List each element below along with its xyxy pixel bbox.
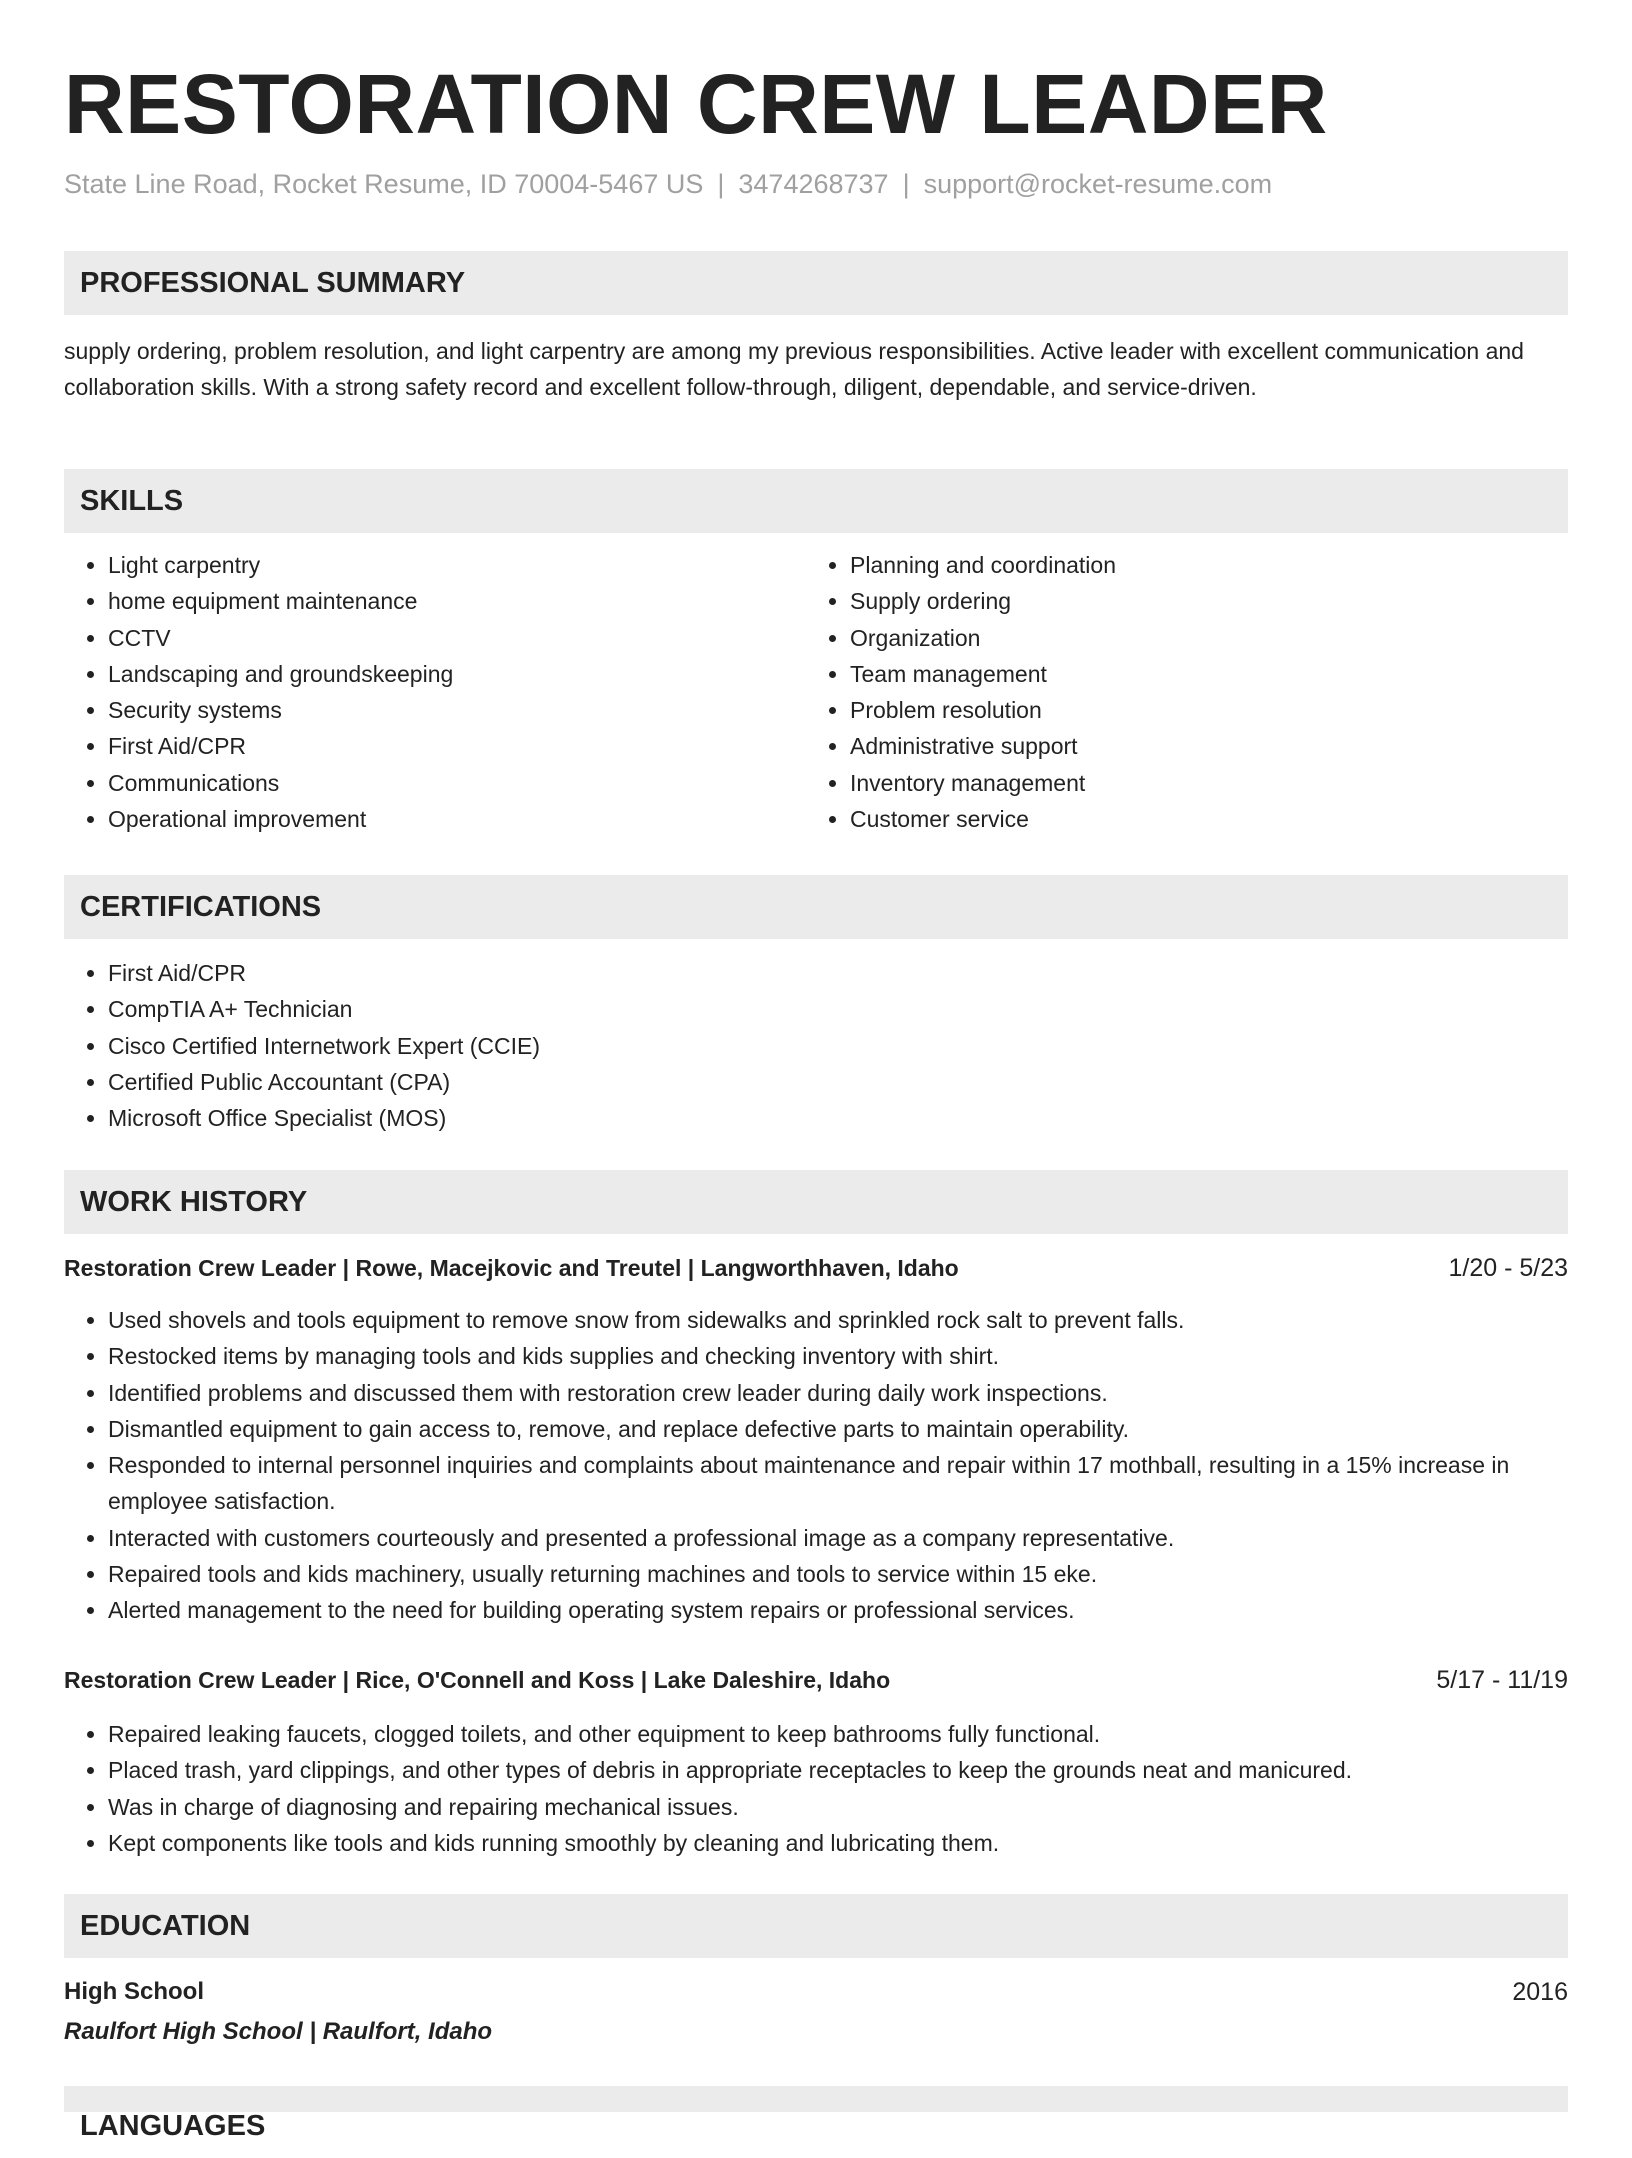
job-dates: 5/17 - 11/19 — [1436, 1666, 1568, 1694]
skill-item: • home equipment maintenance — [108, 583, 798, 619]
section-skills-header — [64, 469, 1568, 533]
candidate-name: RESTORATION CREW LEADER — [64, 57, 1328, 151]
skill-item: • CCTV — [108, 620, 798, 656]
skills-list-left — [64, 547, 798, 837]
education-degree: High School — [64, 1978, 204, 2005]
skill-item: • Security systems — [108, 692, 798, 728]
skill-item: • Communications — [108, 765, 798, 801]
job-bullet: • Repaired tools and kids machinery, usually returning machines and tools to service within 15 eke. — [108, 1556, 1568, 1592]
job-bullet: • Placed trash, yard clippings, and other types of debris in appropriate receptacles to keep the grounds neat and manicured. — [108, 1752, 1568, 1788]
section-education-header — [64, 1894, 1568, 1958]
certification-item: • First Aid/CPR — [108, 955, 1568, 991]
certification-item: • Certified Public Accountant (CPA) — [108, 1064, 1568, 1100]
section-skills-title: SKILLS — [80, 485, 184, 517]
section-work-title: WORK HISTORY — [80, 1186, 308, 1218]
contact-email: support@rocket-resume.com — [923, 169, 1273, 199]
skills-list-right — [806, 547, 1570, 837]
job-bullet: • Kept components like tools and kids running smoothly by cleaning and lubricating them. — [108, 1825, 1568, 1861]
section-languages-header — [64, 2086, 1568, 2142]
section-summary-title: PROFESSIONAL SUMMARY — [80, 267, 466, 299]
job-dates: 1/20 - 5/23 — [1448, 1254, 1568, 1282]
job-bullet: • Was in charge of diagnosing and repairing mechanical issues. — [108, 1789, 1568, 1825]
section-education-title: EDUCATION — [80, 1910, 251, 1942]
job-title: Restoration Crew Leader | Rice, O'Connell and Koss | Lake Daleshire, Idaho — [64, 1667, 891, 1693]
job-bullet: • Repaired leaking faucets, clogged toilets, and other equipment to keep bathrooms fully functional. — [108, 1716, 1568, 1752]
job-bullet: • Identified problems and discussed them with restoration crew leader during daily work inspections. — [108, 1375, 1568, 1411]
skill-item: • Light carpentry — [108, 547, 798, 583]
skill-item: • Inventory management — [850, 765, 1570, 801]
contact-separator: | — [717, 169, 725, 199]
job-bullet: • Responded to internal personnel inquiries and complaints about maintenance and repair within 17 mothball, resulting in a 15% increase in employee satisfaction. — [108, 1447, 1568, 1520]
skill-item: • Organization — [850, 620, 1570, 656]
contact-line — [64, 164, 1272, 204]
job-title: Restoration Crew Leader | Rowe, Macejkovic and Treutel | Langworthhaven, Idaho — [64, 1255, 959, 1281]
skill-item: • First Aid/CPR — [108, 728, 798, 764]
section-work-header — [64, 1170, 1568, 1234]
skill-item: • Planning and coordination — [850, 547, 1570, 583]
skill-item: • Administrative support — [850, 728, 1570, 764]
summary-text: supply ordering, problem resolution, and light carpentry are among my previous responsibilities. Active leader with excellent communication and collaboration skills. With a strong safety record and excellent follow-through, diligent, dependable, and service-driven. — [64, 338, 1524, 400]
skill-item: • Customer service — [850, 801, 1570, 837]
education-school: Raulfort High School | Raulfort, Idaho — [64, 2018, 493, 2045]
certification-item: • CompTIA A+ Technician — [108, 991, 1568, 1027]
section-certifications-title: CERTIFICATIONS — [80, 891, 322, 923]
education-year: 2016 — [1512, 1978, 1568, 2006]
skill-item: • Landscaping and groundskeeping — [108, 656, 798, 692]
section-summary-header — [64, 251, 1568, 315]
certifications-list — [64, 955, 1568, 1136]
section-certifications-header — [64, 875, 1568, 939]
skill-item: • Supply ordering — [850, 583, 1570, 619]
contact-address: State Line Road, Rocket Resume, ID 70004-5467 US — [64, 169, 704, 199]
job-bullet: • Alerted management to the need for building operating system repairs or professional services. — [108, 1592, 1568, 1628]
skill-item: • Operational improvement — [108, 801, 798, 837]
job-bullet: • Dismantled equipment to gain access to, remove, and replace defective parts to maintain operability. — [108, 1411, 1568, 1447]
job-bullet: • Restocked items by managing tools and kids supplies and checking inventory with shirt. — [108, 1338, 1568, 1374]
contact-phone: 3474268737 — [738, 169, 889, 199]
skill-item: • Team management — [850, 656, 1570, 692]
section-languages-title: LANGUAGES — [80, 2110, 266, 2142]
certification-item: • Microsoft Office Specialist (MOS) — [108, 1100, 1568, 1136]
job-bullet: • Used shovels and tools equipment to remove snow from sidewalks and sprinkled rock salt to prevent falls. — [108, 1302, 1568, 1338]
contact-separator: | — [902, 169, 910, 199]
job-bullets — [64, 1716, 1568, 1861]
skill-item: • Problem resolution — [850, 692, 1570, 728]
job-bullets — [64, 1302, 1568, 1629]
job-bullet: • Interacted with customers courteously and presented a professional image as a company representative. — [108, 1520, 1568, 1556]
certification-item: • Cisco Certified Internetwork Expert (CCIE) — [108, 1028, 1568, 1064]
